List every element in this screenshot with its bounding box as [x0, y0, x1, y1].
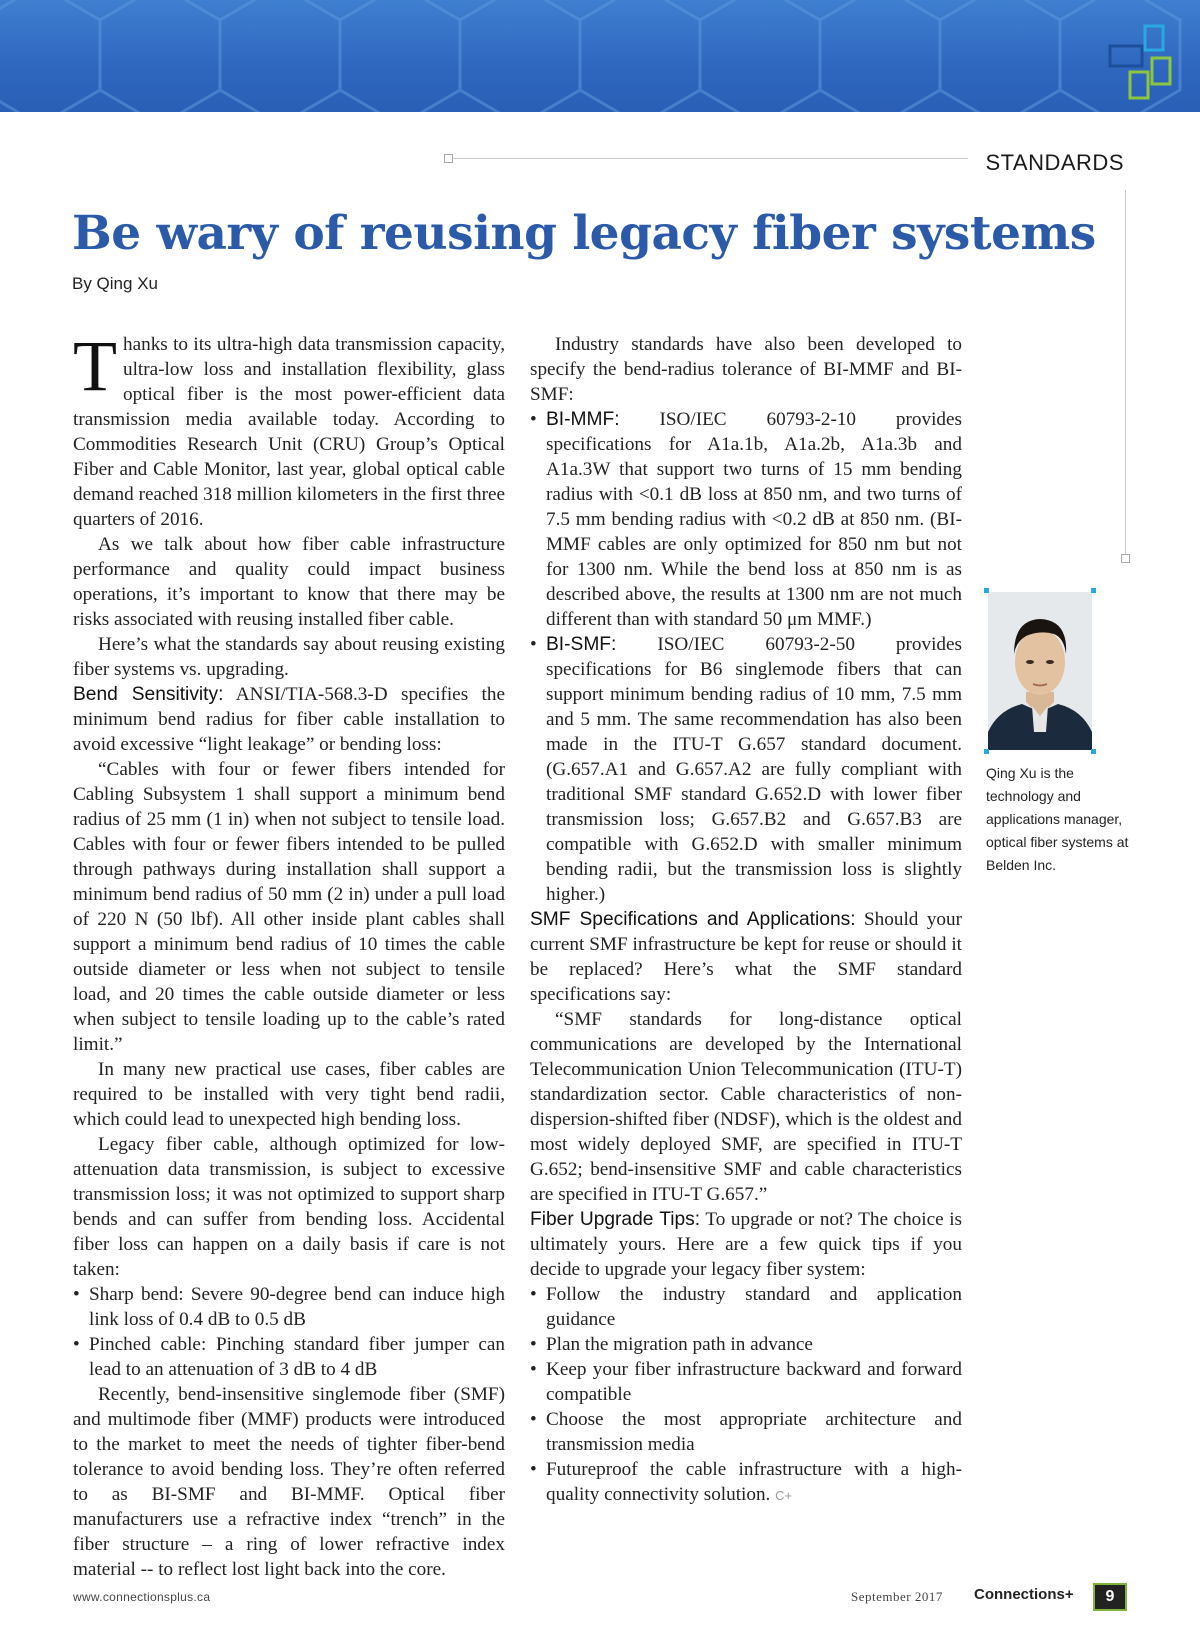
paragraph: As we talk about how fiber cable infrastructure performance and quality could impact business operations, it’s important to know that there may be risks associated with reusing installed fiber cable.: [73, 534, 505, 630]
banner-squares-logo-icon: [1110, 26, 1170, 98]
loss-bullet-list: [73, 1282, 505, 1382]
list-item-bi-smf: • BI-SMF: ISO/IEC 60793-2-50 provides specifications for B6 singlemode fibers that can support minimum bending radius of 10 mm, 7.5 mm and 5 mm. The same recommendation has also been made in the ITU-T G.657 standard document. (G.657.A1 and G.657.A2 are fully compliant with traditional SMF standard G.652.D with lower fiber transmission loss; G.657.B2 and G.657.B3 are compatible with G.652.D with smaller minimum bending radii, but the transmission loss is slightly higher.): [530, 632, 962, 907]
section-label: STANDARDS: [985, 150, 1124, 175]
photo-corner-handle: [1091, 749, 1096, 754]
paragraph-bend-sensitivity: Bend Sensitivity: ANSI/TIA-568.3-D specifies the minimum bend radius for fiber cable installation to avoid excessive “light leakage” or bending loss:: [73, 684, 505, 755]
list-item: • Follow the industry standard and application guidance: [530, 1282, 962, 1332]
list-item-last: • Futureproof the cable infrastructure with a high-quality connectivity solution. C+: [530, 1457, 962, 1508]
section-rule: [448, 158, 968, 159]
list-item: • Plan the migration path in advance: [530, 1332, 962, 1357]
bi-smf-label: BI-SMF:: [546, 634, 617, 655]
article-column-middle: [530, 332, 962, 1508]
paragraph-upgrade-tips: Fiber Upgrade Tips: To upgrade or not? The choice is ultimately yours. Here are a few quick tips if you decide to upgrade your legacy fiber system:: [530, 1209, 963, 1280]
dropcap: T: [73, 326, 117, 406]
banner-hexagon-pattern-icon: [0, 0, 1200, 112]
side-rule-dot: [1121, 554, 1130, 563]
photo-corner-handle: [984, 588, 989, 593]
author-photo: [988, 592, 1092, 750]
smf-specs-heading: SMF Specifications and Applications:: [530, 909, 856, 930]
list-item: • Choose the most appropriate architecture and transmission media: [530, 1407, 962, 1457]
page-number: 9: [1093, 1583, 1127, 1611]
section-rule-dot: [444, 154, 453, 163]
paragraph: Here’s what the standards say about reusing existing fiber systems vs. upgrading.: [73, 634, 505, 680]
author-portrait-icon: [988, 592, 1092, 750]
paragraph: Industry standards have also been developed to specify the bend-radius tolerance of BI-MMF and BI-SMF:: [530, 334, 962, 405]
paragraph: Legacy fiber cable, although optimized for low-attenuation data transmission, is subject to excessive transmission loss; it was not optimized to support sharp bends and can suffer from bending loss. Accidental fiber loss can happen on a daily basis if care is not taken:: [73, 1134, 505, 1280]
paragraph: Recently, bend-insensitive singlemode fiber (SMF) and multimode fiber (MMF) products were introduced to the market to meet the needs of tighter fiber-bend tolerance to avoid bending loss. They’re often referred to as BI-SMF and BI-MMF. Optical fiber manufacturers use a refractive index “trench” in the fiber structure – a ring of lower refractive index material -- to reflect lost light back into the core.: [73, 1384, 505, 1580]
paragraph-intro: Thanks to its ultra-high data transmission capacity, ultra-low loss and installation flexibility, glass optical fiber is the most power-efficient data transmission media available today. According to Commodities Research Unit (CRU) Group’s Optical Fiber and Cable Monitor, last year, global optical cable demand reached 318 million kilometers in the first three quarters of 2016.: [73, 326, 505, 530]
byline: By Qing Xu: [72, 274, 158, 293]
article-column-left: [73, 326, 505, 1582]
bi-mmf-label: BI-MMF:: [546, 409, 620, 430]
footer-url: www.connectionsplus.ca: [73, 1590, 211, 1604]
standards-bullet-list: [530, 407, 962, 907]
list-item-bi-mmf: • BI-MMF: ISO/IEC 60793-2-10 provides specifications for A1a.1b, A1a.2b, A1a.3b and A1a.3W that support two turns of 15 mm bending radius with <0.1 dB loss at 850 nm, and two turns of 7.5 mm bending radius with <0.2 dB at 850 nm. (BI-MMF cables are only optimized for 850 nm but not for 1300 nm. While the bend loss at 850 nm is as described above, the results at 1300 nm are not much different than with standard 50 μm MMF.): [530, 407, 962, 632]
quote-paragraph: “Cables with four or fewer fibers intended for Cabling Subsystem 1 shall support a minimum bend radius of 25 mm (1 in) when not subject to tensile load. Cables with four or fewer fibers intended to be pulled through pathways during installation shall support a minimum bend radius of 50 mm (2 in) under a pull load of 220 N (50 lbf). All other inside plant cables shall support a minimum bend radius of 10 times the cable outside diameter or less when not subject to tensile load, and 20 times the cable outside diameter or less when subject to tensile loading up to the cable’s rated limit.”: [73, 759, 505, 1055]
bend-sensitivity-heading: Bend Sensitivity:: [73, 684, 224, 705]
header-banner: [0, 0, 1200, 112]
footer-date: September 2017: [851, 1589, 943, 1604]
side-rule: [1125, 190, 1126, 556]
author-caption: Qing Xu is the technology and applications manager, optical fiber systems at Belden Inc.: [986, 765, 1129, 873]
article-title: Be wary of reusing legacy fiber systems: [72, 206, 1096, 261]
list-item: • Keep your fiber infrastructure backward and forward compatible: [530, 1357, 962, 1407]
paragraph: In many new practical use cases, fiber cables are required to be installed with very tight bend radii, which could lead to unexpected high bending loss.: [73, 1059, 505, 1130]
paragraph-smf-specs: SMF Specifications and Applications: Should your current SMF infrastructure be kept for reuse or should it be replaced? Here’s what the SMF standard specifications say:: [530, 909, 962, 1005]
footer-magazine-name: Connections+: [974, 1586, 1074, 1603]
list-item: • Sharp bend: Severe 90-degree bend can induce high link loss of 0.4 dB to 0.5 dB: [73, 1282, 505, 1332]
upgrade-tips-heading: Fiber Upgrade Tips:: [530, 1209, 701, 1230]
photo-corner-handle: [984, 749, 989, 754]
tips-bullet-list: [530, 1282, 962, 1508]
end-mark: C+: [775, 1488, 793, 1503]
list-item: • Pinched cable: Pinching standard fiber jumper can lead to an attenuation of 3 dB to 4 dB: [73, 1332, 505, 1382]
photo-corner-handle: [1091, 588, 1096, 593]
quote-paragraph: “SMF standards for long-distance optical communications are developed by the International Telecommunication Union Telecommunication (ITU-T) standardization sector. Cable characteristics of non-dispersion-shifted fiber (NDSF), which is the oldest and most widely deployed SMF, are specified in ITU-T G.652; bend-insensitive SMF and cable characteristics are specified in ITU-T G.657.”: [530, 1009, 962, 1205]
